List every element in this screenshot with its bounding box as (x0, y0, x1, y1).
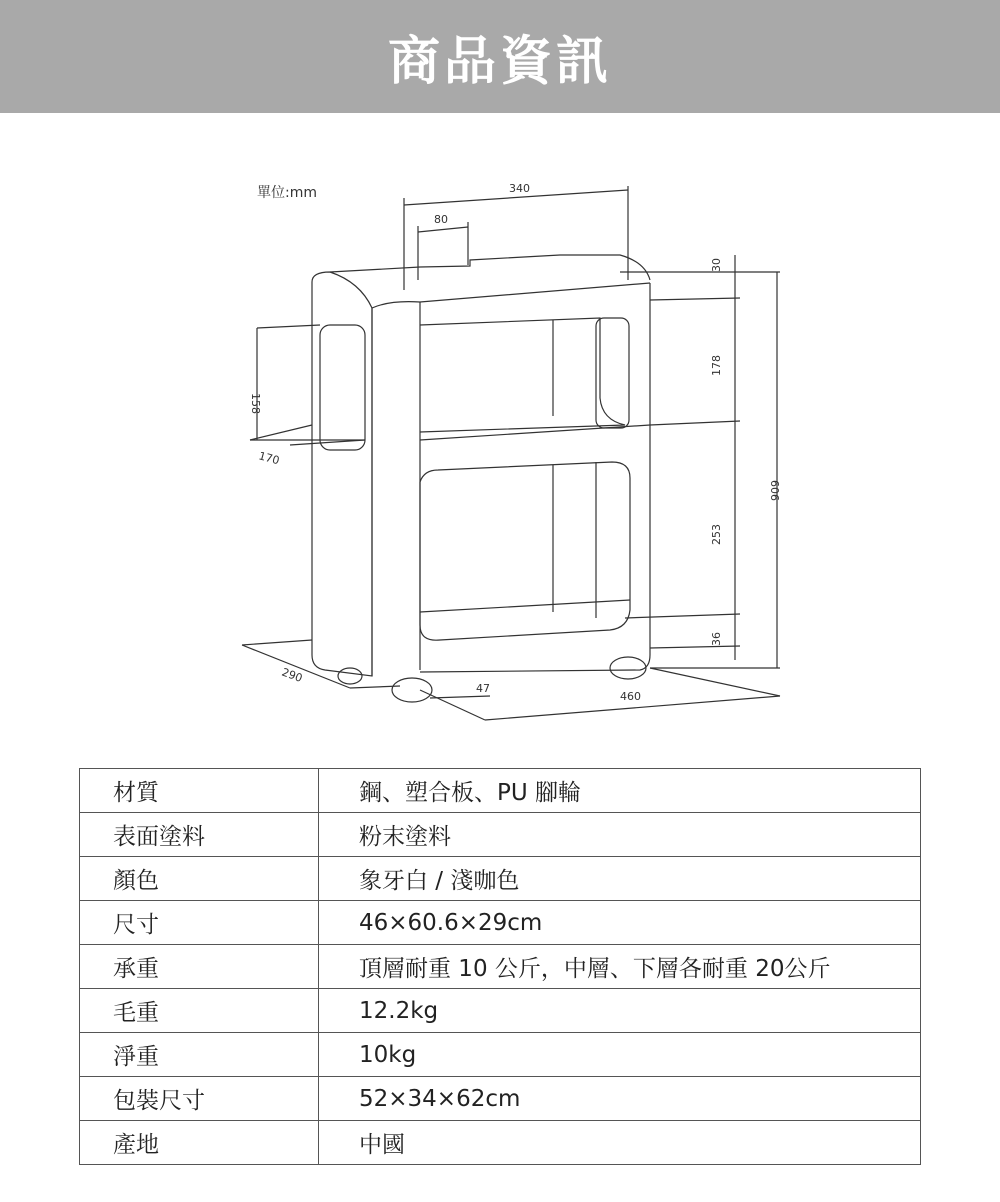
table-row (80, 1077, 921, 1121)
table-row (80, 857, 921, 901)
dim-width-top: 340 (509, 182, 530, 195)
spec-key: 產地 (80, 1121, 319, 1165)
dim-handle-gap: 80 (434, 213, 448, 226)
spec-value: 象牙白 / 淺咖色 (319, 857, 921, 901)
table-row (80, 945, 921, 989)
table-row (80, 813, 921, 857)
spec-key: 淨重 (80, 1033, 319, 1077)
page-title: 商品資訊 (387, 32, 612, 92)
spec-key: 尺寸 (80, 901, 319, 945)
product-dimension-drawing (0, 113, 1000, 753)
spec-value: 頂層耐重 10 公斤，中層、下層各耐重 20公斤 (319, 945, 921, 989)
table-row (80, 1121, 921, 1165)
spec-value: 粉末塗料 (319, 813, 921, 857)
dim-width-base: 460 (620, 690, 641, 703)
header-banner (0, 0, 1000, 113)
spec-key: 顏色 (80, 857, 319, 901)
dim-wheel-offset: 47 (476, 682, 490, 695)
spec-key: 承重 (80, 945, 319, 989)
dim-total-height: 606 (768, 480, 781, 501)
dim-depth: 290 (279, 665, 305, 686)
dim-tier-lower: 253 (710, 524, 723, 545)
unit-label: 單位:mm (257, 185, 317, 201)
table-row (80, 769, 921, 813)
spec-value: 12.2kg (319, 989, 921, 1033)
table-row (80, 1033, 921, 1077)
spec-key: 表面塗料 (80, 813, 319, 857)
spec-value: 10kg (319, 1033, 921, 1077)
spec-key: 毛重 (80, 989, 319, 1033)
spec-table (79, 768, 921, 1165)
dim-side-cut-height: 158 (249, 393, 262, 414)
spec-value: 46×60.6×29cm (319, 901, 921, 945)
spec-key: 包裝尺寸 (80, 1077, 319, 1121)
dim-top-rim: 30 (710, 258, 723, 272)
spec-value: 52×34×62cm (319, 1077, 921, 1121)
dim-side-cut-depth: 170 (257, 449, 281, 468)
spec-value: 中國 (319, 1121, 921, 1165)
spec-key: 材質 (80, 769, 319, 813)
table-row (80, 901, 921, 945)
dim-tier-upper: 178 (710, 355, 723, 376)
dim-wheel-height: 36 (710, 632, 723, 646)
table-row (80, 989, 921, 1033)
spec-value: 鋼、塑合板、PU 腳輪 (319, 769, 921, 813)
